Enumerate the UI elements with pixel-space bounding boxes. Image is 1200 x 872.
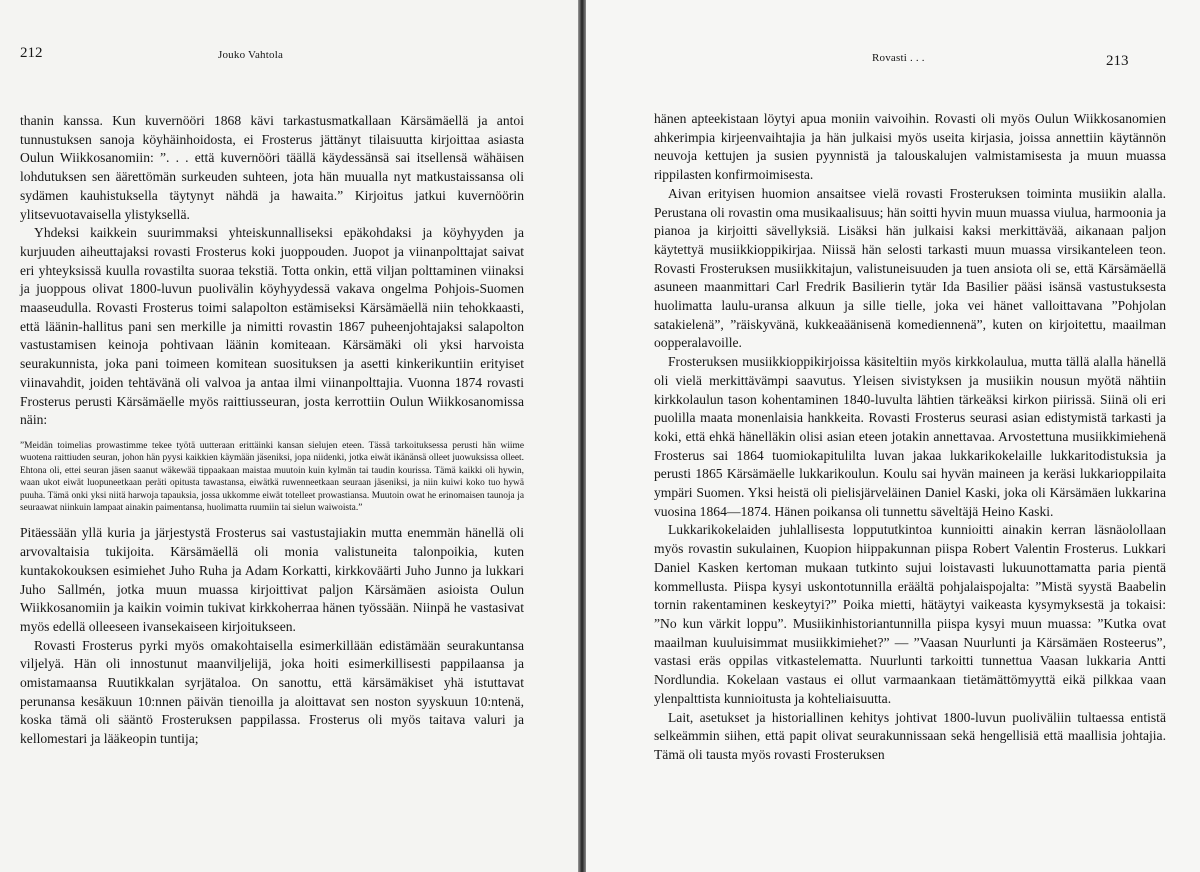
- running-head: Jouko Vahtola: [218, 49, 284, 61]
- paragraph: Frosteruksen musiikkioppikirjoissa käsiteltiin myös kirkkolaulua, mutta tällä alalla hänellä oli vielä merkittävämpi saavutus. Yleisen sivistyksen ja musiikin nousun myötä nähtiin kirkkolaulun tason kohentaminen 1840-luvulta lähtien tärkeäksi kirkon piirissä. Siinä oli eri puolilla maata monenlaisia hankkeita. Rovasti Frosterus seurasi asian edistymistä tarkasti ja koki, että ehkä hänelläkin olisi asian eteen jotakin annettavaa. Arvostettuna musiikkimiehenä Frosterus sai 1864 tuomiokapitulilta luvan jakaa lukkarikokelaille lukkaritodistuksia ja perusti 1865 Kärsämäelle lukkarikoulun. Koulu sai hyvän maineen ja keräsi lukkarioppilaita ympäri Suomen. Yksi heistä oli pielisjärveläinen Daniel Kaski, joka oli Kärsämäen lukkarina vuosina 1864—1874. Hänen poikansa oli tunnettu säveltäjä Heino Kaski.: [654, 354, 1166, 519]
- book-gutter: [578, 0, 586, 872]
- paragraph: Lait, asetukset ja historiallinen kehitys johtivat 1800-luvun puoliväliin tultaessa entistä selkeämmin siihen, että papit olivat seurakunnissaan sekä hengellisiä että maallisia johtajia. Tämä oli tausta myös rovasti Frosteruksen: [654, 709, 1166, 762]
- body-text: [654, 110, 1166, 765]
- paragraph: thanin kanssa. Kun kuvernööri 1868 kävi tarkastusmatkallaan Kärsämäellä ja antoi tunnustuksen sanoja köyhäinhoidosta, ei Frosterus jättänyt tilaisuutta kirjoittaa asiasta Oulun Wiikkosanomiin: ”. . . että kuvernööri täällä käydessänsä sai itsellensä wähäisen lohdutuksen sen äärettömän surkeuden suhteen, jota hän muualla nyt matkustaissansa oli sydämen kauhistuksella täytynyt nähdä ja hawaita.” Kirjoitus jatkui kuvernöörin ylitsevuotavaisella ylistyksellä.: [20, 113, 524, 222]
- page-number: 213: [1106, 53, 1129, 69]
- paragraph: Aivan erityisen huomion ansaitsee vielä rovasti Frosteruksen toiminta musiikin alalla. Perustana oli rovastin oma musikaalisuus; hän soitti hyvin muun muassa viulua, harmoonia ja pianoa ja kirjoitti sävellyksiä. Lisäksi hän julkaisi kaksi merkittävää, aikanaan paljon käytettyä musiikkioppikirjaa. Niissä hän selosti tarkasti muun muassa virsikanteleen teon. Rovasti Frosteruksen musiikkitajun, valistuneisuuden ja tuen ansiota oli se, että Kärsämäellä asuneen maanmittari Carl Fredrik Basilierin tytär Ida Basilier pääsi isänsä vastustuksesta huolimatta laulu-uransa alkuun ja sille tielle, joka vei hänet valloittavana ”Pohjolan satakielenä”, ”räiskyvänä, kukkeaäänisenä komediennenä”, kuten on kirjoitettu, maailman oopperalavoille.: [654, 185, 1166, 351]
- page-number: 212: [20, 45, 43, 61]
- paragraph: Yhdeksi kaikkein suurimmaksi yhteiskunnalliseksi epäkohdaksi ja köyhyyden ja kurjuuden aiheuttajaksi rovasti Frosterus koki juoppouden. Juopot ja viinanpolttajat saivat eri yhteyksissä kuulla rovastilta suoraa tekstiä. Totta onkin, että viljan polttaminen viinaksi ja juoppous olivat 1800-luvun puolivälin köyhyydessä vakava ongelma Pohjois-Suomen maaseudulla. Rovasti Frosterus toimi salapolton estämiseksi Kärsämäellä niin tehokkaasti, että läänin-hallitus pani sen merkille ja nimitti rovastin 1867 puheenjohtajaksi salapolton vastustamisen keinoja pohtivaan läänin komiteaan. Kärsämäki oli yksi harvoista seurakunnista, joka pani toimeen komitean suosituksen ja asetti kinkerikuntiin erityiset viinavahdit, joiden tehtävänä oli valvoa ja antaa ilmi viinanpolttajia. Vuonna 1874 rovasti Frosterus perusti Kärsämäelle myös raittiusseuran, josta kerrottiin Oulun Wiikkosanomissa näin:: [20, 225, 524, 428]
- block-quote: ”Meidän toimelias prowastimme tekee työtä uutteraan erittäinki kansan sielujen eteen. Tässä tarkoituksessa perusti hän wiime wuotena raittiuden seuran, johon hän pyysi kaikkien käymään jäseniksi, jopa niidenki, jotka eiwät ikänänsä olleet juowuksissa olleet. Ehtona oli, ettei seuran jäsen saanut wäkewää tippaakaan maistaa muutoin kuin kylmän tai taudin kourissa. Tämä kaikki oli hywin, waan ukot eiwät luopuneetkaan peräti opitusta tawastansa, eiwätkä ruwenneetkaan seuraan jäseniksi, ja niin kuiwi koko tuo hywä puuha. Tämä onki yksi niitä harwoja tapauksia, jossa ukkomme eiwät totelleet prowastiansa. Muutoin owat he erinomaisen taunoja ja seuraawat niinkuin lampaat ainakin paimentansa, huolimatta ruumiin tai sielun waiwoista.”: [20, 440, 524, 513]
- paragraph: Lukkarikokelaiden juhlallisesta loppututkintoa kunnioitti ainakin kerran läsnäolollaan myös rovastin sukulainen, Kuopion hiippakunnan piispa Robert Valentin Frosterus. Lukkari Daniel Kasken kertoman mukaan tutkinto sujui loistavasti lukuunottamatta paria pientä kommellusta. Piispa kysyi uskontotunnilla eräältä pohjalaispojalta: ”Mistä syystä Baabelin tornin rakentaminen keskeytyi?” Poika mietti, hätäytyi vaikeasta kysymyksestä ja tokaisi: ”No kun värkit loppu”. Musiikinhistoriantunnilla piispa kysyi muun muassa: ”Kutka ovat maailman kuuluisimmat musiikkimiehet?” — ”Vaasan Nuurlunti ja Kärsämäen Rosteerus”, vastasi eräs oppilas vitkastelematta. Nuurlunti tarkoitti tunnettua Vaasan lukkaria Antti Nordlundia. Kokelaan vastaus ei ollut varmaankaan tietämättömyyttä eikä pilkkaa vaan ylenpalttista kunnioitusta ja kohteliaisuutta.: [654, 522, 1166, 706]
- body-text: [20, 112, 524, 749]
- paragraph: Rovasti Frosterus pyrki myös omakohtaisella esimerkillään edistämään seurakuntansa viljelyä. Hän oli innostunut maanviljelijä, joka hoiti esimerkillisesti pappilaansa ja omistamaansa Ruutikkalan syrjätaloa. On sanottu, että kärsämäkiset yhä istuttavat perunansa kesäkuun 10:nnen päivän tienoilla ja aloittavat sen noston syyskuun 10:ntenä, koska tämä oli sääntö Frosteruksen pappilassa. Frosterus oli myös taitava valuri ja kellomestari ja lääkeopin tuntija;: [20, 637, 524, 747]
- running-head: Rovasti . . .: [872, 52, 925, 64]
- paragraph: Pitäessään yllä kuria ja järjestystä Frosterus sai vastustajiakin mutta enemmän hänellä oli arvovaltaisia tukijoita. Kärsämäellä oli monia valistuneita talonpoikia, kuten kuntakokouksen esimiehet Juho Ruha ja Adam Korkatti, kirkkoväärti Juho Junno ja lukkari Juho Sallmén, jotka muun muassa kirjoittivat paljon Kärsämäen asioista Oulun Wiikkosanomiin ja kaikin voimin tukivat kirkkoherraa hänen työssään. Niinpä he vastasivat myös edellä olleeseen ivansekaiseen kirjoitukseen.: [20, 525, 524, 634]
- left-page: [0, 0, 578, 872]
- paragraph: hänen apteekistaan löytyi apua moniin vaivoihin. Rovasti oli myös Oulun Wiikkosanomien ahkerimpia kirjeenvaihtajia ja hän julkaisi myös useita kirjasia, joissa annettiin käytännön neuvoja kettujen ja susien pyynnistä ja talouskalujen valmistamisesta ja muun muassa rippilasten konfirmoimisesta.: [654, 111, 1166, 183]
- right-page: [586, 0, 1200, 872]
